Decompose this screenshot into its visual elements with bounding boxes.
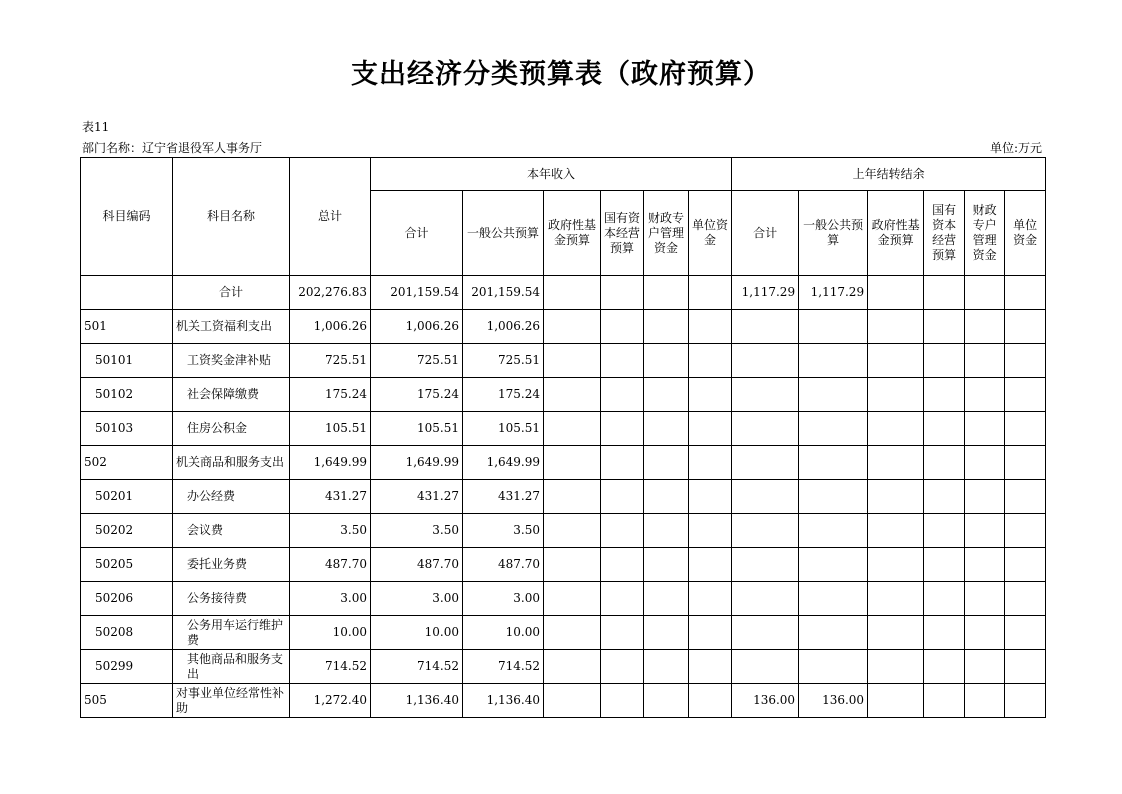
cell-prev-fund — [868, 412, 924, 446]
table-number: 表11 — [82, 120, 110, 134]
cell-cur-general: 487.70 — [463, 548, 544, 582]
cell-cur-total: 1,006.26 — [371, 310, 463, 344]
header-prev-general: 一般公共预算 — [799, 191, 868, 276]
header-code: 科目编码 — [81, 158, 173, 276]
cell-prev-fund — [868, 276, 924, 310]
cell-prev-general — [799, 344, 868, 378]
cell-cur-general: 714.52 — [463, 650, 544, 684]
cell-prev-fund — [868, 650, 924, 684]
cell-prev-special-account — [965, 276, 1005, 310]
cell-cur-fund — [544, 548, 601, 582]
cell-total: 3.50 — [290, 514, 371, 548]
cell-prev-state-capital — [924, 514, 965, 548]
cell-code: 50202 — [81, 514, 173, 548]
cell-cur-unit-funds — [689, 446, 732, 480]
header-prev-total: 合计 — [732, 191, 799, 276]
cell-prev-unit-funds — [1005, 582, 1046, 616]
cell-cur-fund — [544, 276, 601, 310]
cell-prev-state-capital — [924, 276, 965, 310]
cell-prev-fund — [868, 378, 924, 412]
cell-cur-unit-funds — [689, 344, 732, 378]
cell-prev-special-account — [965, 684, 1005, 718]
cell-code: 50201 — [81, 480, 173, 514]
cell-cur-state-capital — [601, 446, 644, 480]
cell-cur-fund — [544, 446, 601, 480]
cell-prev-total — [732, 616, 799, 650]
header-total: 总计 — [290, 158, 371, 276]
cell-cur-total: 1,649.99 — [371, 446, 463, 480]
cell-cur-state-capital — [601, 650, 644, 684]
cell-prev-unit-funds — [1005, 548, 1046, 582]
cell-cur-special-account — [644, 616, 689, 650]
cell-prev-unit-funds — [1005, 480, 1046, 514]
cell-name: 工资奖金津补贴 — [173, 344, 290, 378]
cell-cur-general: 10.00 — [463, 616, 544, 650]
cell-cur-unit-funds — [689, 412, 732, 446]
cell-prev-total — [732, 548, 799, 582]
cell-cur-fund — [544, 378, 601, 412]
cell-cur-general: 725.51 — [463, 344, 544, 378]
cell-total: 1,649.99 — [290, 446, 371, 480]
cell-total: 487.70 — [290, 548, 371, 582]
cell-total: 105.51 — [290, 412, 371, 446]
cell-cur-total: 714.52 — [371, 650, 463, 684]
cell-prev-total — [732, 446, 799, 480]
cell-cur-special-account — [644, 344, 689, 378]
cell-cur-total: 201,159.54 — [371, 276, 463, 310]
cell-cur-fund — [544, 344, 601, 378]
cell-cur-state-capital — [601, 412, 644, 446]
cell-cur-general: 3.50 — [463, 514, 544, 548]
header-current-income: 本年收入 — [371, 158, 732, 191]
cell-name: 公务用车运行维护费 — [173, 616, 290, 650]
cell-cur-special-account — [644, 582, 689, 616]
cell-prev-unit-funds — [1005, 616, 1046, 650]
cell-cur-general: 1,649.99 — [463, 446, 544, 480]
cell-prev-unit-funds — [1005, 446, 1046, 480]
cell-prev-total — [732, 310, 799, 344]
cell-cur-special-account — [644, 378, 689, 412]
cell-cur-special-account — [644, 684, 689, 718]
cell-prev-fund — [868, 582, 924, 616]
cell-prev-state-capital — [924, 684, 965, 718]
page-title: 支出经济分类预算表（政府预算） — [351, 59, 771, 90]
cell-prev-fund — [868, 480, 924, 514]
cell-prev-state-capital — [924, 616, 965, 650]
header-cur-general: 一般公共预算 — [463, 191, 544, 276]
cell-total: 175.24 — [290, 378, 371, 412]
cell-cur-unit-funds — [689, 616, 732, 650]
table-row — [81, 650, 1046, 684]
cell-cur-fund — [544, 412, 601, 446]
cell-prev-general — [799, 650, 868, 684]
cell-prev-state-capital — [924, 582, 965, 616]
header-cur-fund: 政府性基金预算 — [544, 191, 601, 276]
cell-cur-fund — [544, 480, 601, 514]
cell-cur-total: 431.27 — [371, 480, 463, 514]
cell-prev-unit-funds — [1005, 378, 1046, 412]
cell-prev-total — [732, 650, 799, 684]
cell-cur-fund — [544, 582, 601, 616]
header-prior-balance: 上年结转结余 — [732, 158, 1046, 191]
cell-prev-special-account — [965, 378, 1005, 412]
cell-prev-special-account — [965, 616, 1005, 650]
cell-prev-state-capital — [924, 446, 965, 480]
cell-prev-general — [799, 378, 868, 412]
cell-prev-total — [732, 514, 799, 548]
cell-name: 委托业务费 — [173, 548, 290, 582]
cell-code: 50208 — [81, 616, 173, 650]
cell-prev-general — [799, 412, 868, 446]
table-row — [81, 582, 1046, 616]
cell-prev-state-capital — [924, 412, 965, 446]
cell-name: 会议费 — [173, 514, 290, 548]
cell-name: 其他商品和服务支出 — [173, 650, 290, 684]
header-prev-unit-funds: 单位资金 — [1005, 191, 1046, 276]
cell-prev-general — [799, 616, 868, 650]
table-row — [81, 344, 1046, 378]
cell-cur-unit-funds — [689, 684, 732, 718]
cell-code: 50205 — [81, 548, 173, 582]
cell-prev-total — [732, 378, 799, 412]
header-name: 科目名称 — [173, 158, 290, 276]
cell-cur-total: 10.00 — [371, 616, 463, 650]
header-cur-unit-funds: 单位资金 — [689, 191, 732, 276]
cell-cur-state-capital — [601, 582, 644, 616]
cell-cur-total: 1,136.40 — [371, 684, 463, 718]
table-row — [81, 514, 1046, 548]
cell-prev-state-capital — [924, 650, 965, 684]
cell-cur-total: 105.51 — [371, 412, 463, 446]
cell-cur-fund — [544, 514, 601, 548]
cell-prev-total — [732, 344, 799, 378]
cell-name: 对事业单位经常性补助 — [173, 684, 290, 718]
cell-prev-fund — [868, 446, 924, 480]
cell-name: 公务接待费 — [173, 582, 290, 616]
cell-code: 505 — [81, 684, 173, 718]
unit-label: 单位:万元 — [989, 141, 1042, 155]
cell-prev-unit-funds — [1005, 344, 1046, 378]
table-row — [81, 378, 1046, 412]
cell-cur-general: 1,006.26 — [463, 310, 544, 344]
cell-total: 10.00 — [290, 616, 371, 650]
cell-prev-general — [799, 548, 868, 582]
table-row — [81, 684, 1046, 718]
cell-code: 50206 — [81, 582, 173, 616]
cell-cur-general: 105.51 — [463, 412, 544, 446]
table-row — [81, 412, 1046, 446]
cell-cur-state-capital — [601, 276, 644, 310]
cell-prev-special-account — [965, 344, 1005, 378]
cell-prev-total: 1,117.29 — [732, 276, 799, 310]
cell-cur-total: 3.00 — [371, 582, 463, 616]
cell-prev-total — [732, 480, 799, 514]
cell-code: 50102 — [81, 378, 173, 412]
cell-cur-fund — [544, 684, 601, 718]
cell-cur-special-account — [644, 548, 689, 582]
cell-prev-special-account — [965, 310, 1005, 344]
cell-cur-unit-funds — [689, 514, 732, 548]
cell-total: 3.00 — [290, 582, 371, 616]
cell-total: 725.51 — [290, 344, 371, 378]
cell-cur-fund — [544, 310, 601, 344]
cell-prev-special-account — [965, 548, 1005, 582]
cell-prev-fund — [868, 514, 924, 548]
cell-cur-special-account — [644, 276, 689, 310]
cell-prev-general — [799, 446, 868, 480]
cell-prev-general: 1,117.29 — [799, 276, 868, 310]
cell-code: 50101 — [81, 344, 173, 378]
cell-name: 办公经费 — [173, 480, 290, 514]
cell-cur-fund — [544, 650, 601, 684]
header-prev-special-account: 财政专户管理资金 — [965, 191, 1005, 276]
cell-cur-general: 201,159.54 — [463, 276, 544, 310]
department-name: 部门名称：辽宁省退役军人事务厅 — [82, 141, 263, 155]
cell-cur-total: 175.24 — [371, 378, 463, 412]
cell-prev-state-capital — [924, 378, 965, 412]
cell-total: 202,276.83 — [290, 276, 371, 310]
cell-prev-fund — [868, 616, 924, 650]
cell-cur-unit-funds — [689, 378, 732, 412]
cell-cur-unit-funds — [689, 582, 732, 616]
cell-code — [81, 276, 173, 310]
cell-cur-unit-funds — [689, 650, 732, 684]
cell-prev-unit-funds — [1005, 684, 1046, 718]
cell-cur-special-account — [644, 446, 689, 480]
cell-cur-unit-funds — [689, 276, 732, 310]
cell-prev-total — [732, 582, 799, 616]
cell-total: 431.27 — [290, 480, 371, 514]
cell-cur-state-capital — [601, 378, 644, 412]
cell-cur-general: 3.00 — [463, 582, 544, 616]
cell-cur-general: 1,136.40 — [463, 684, 544, 718]
cell-cur-general: 431.27 — [463, 480, 544, 514]
table-row — [81, 276, 1046, 310]
cell-prev-state-capital — [924, 344, 965, 378]
cell-prev-special-account — [965, 650, 1005, 684]
cell-prev-unit-funds — [1005, 650, 1046, 684]
cell-cur-state-capital — [601, 684, 644, 718]
cell-prev-unit-funds — [1005, 514, 1046, 548]
cell-prev-special-account — [965, 412, 1005, 446]
cell-code: 501 — [81, 310, 173, 344]
cell-cur-total: 725.51 — [371, 344, 463, 378]
cell-prev-unit-funds — [1005, 412, 1046, 446]
cell-total: 714.52 — [290, 650, 371, 684]
cell-cur-special-account — [644, 412, 689, 446]
cell-prev-total — [732, 412, 799, 446]
cell-prev-general: 136.00 — [799, 684, 868, 718]
cell-total: 1,006.26 — [290, 310, 371, 344]
cell-cur-special-account — [644, 310, 689, 344]
cell-name: 住房公积金 — [173, 412, 290, 446]
cell-cur-state-capital — [601, 548, 644, 582]
cell-cur-total: 3.50 — [371, 514, 463, 548]
cell-code: 50299 — [81, 650, 173, 684]
table-row — [81, 480, 1046, 514]
cell-cur-state-capital — [601, 616, 644, 650]
cell-prev-general — [799, 514, 868, 548]
cell-prev-special-account — [965, 514, 1005, 548]
cell-prev-unit-funds — [1005, 276, 1046, 310]
cell-prev-state-capital — [924, 548, 965, 582]
header-cur-state-capital: 国有资本经营预算 — [601, 191, 644, 276]
cell-prev-fund — [868, 548, 924, 582]
header-cur-special-account: 财政专户管理资金 — [644, 191, 689, 276]
cell-name: 社会保障缴费 — [173, 378, 290, 412]
cell-prev-state-capital — [924, 480, 965, 514]
cell-prev-fund — [868, 344, 924, 378]
header-prev-state-capital: 国有资本经营预算 — [924, 191, 965, 276]
cell-cur-state-capital — [601, 514, 644, 548]
cell-prev-general — [799, 582, 868, 616]
cell-name: 合计 — [173, 276, 290, 310]
cell-cur-state-capital — [601, 344, 644, 378]
cell-prev-state-capital — [924, 310, 965, 344]
table-row — [81, 310, 1046, 344]
cell-name: 机关工资福利支出 — [173, 310, 290, 344]
cell-prev-general — [799, 310, 868, 344]
cell-cur-unit-funds — [689, 310, 732, 344]
table-row — [81, 446, 1046, 480]
cell-prev-total: 136.00 — [732, 684, 799, 718]
cell-prev-unit-funds — [1005, 310, 1046, 344]
cell-cur-unit-funds — [689, 480, 732, 514]
cell-code: 502 — [81, 446, 173, 480]
cell-cur-unit-funds — [689, 548, 732, 582]
cell-code: 50103 — [81, 412, 173, 446]
cell-prev-special-account — [965, 446, 1005, 480]
budget-table — [80, 157, 1046, 718]
header-cur-total: 合计 — [371, 191, 463, 276]
header-prev-fund: 政府性基金预算 — [868, 191, 924, 276]
cell-cur-special-account — [644, 480, 689, 514]
cell-prev-special-account — [965, 480, 1005, 514]
cell-cur-state-capital — [601, 310, 644, 344]
cell-cur-general: 175.24 — [463, 378, 544, 412]
table-row — [81, 616, 1046, 650]
cell-cur-state-capital — [601, 480, 644, 514]
cell-prev-special-account — [965, 582, 1005, 616]
cell-cur-special-account — [644, 514, 689, 548]
cell-prev-fund — [868, 684, 924, 718]
cell-name: 机关商品和服务支出 — [173, 446, 290, 480]
cell-prev-general — [799, 480, 868, 514]
cell-cur-total: 487.70 — [371, 548, 463, 582]
cell-total: 1,272.40 — [290, 684, 371, 718]
cell-cur-special-account — [644, 650, 689, 684]
cell-cur-fund — [544, 616, 601, 650]
table-row — [81, 548, 1046, 582]
cell-prev-fund — [868, 310, 924, 344]
